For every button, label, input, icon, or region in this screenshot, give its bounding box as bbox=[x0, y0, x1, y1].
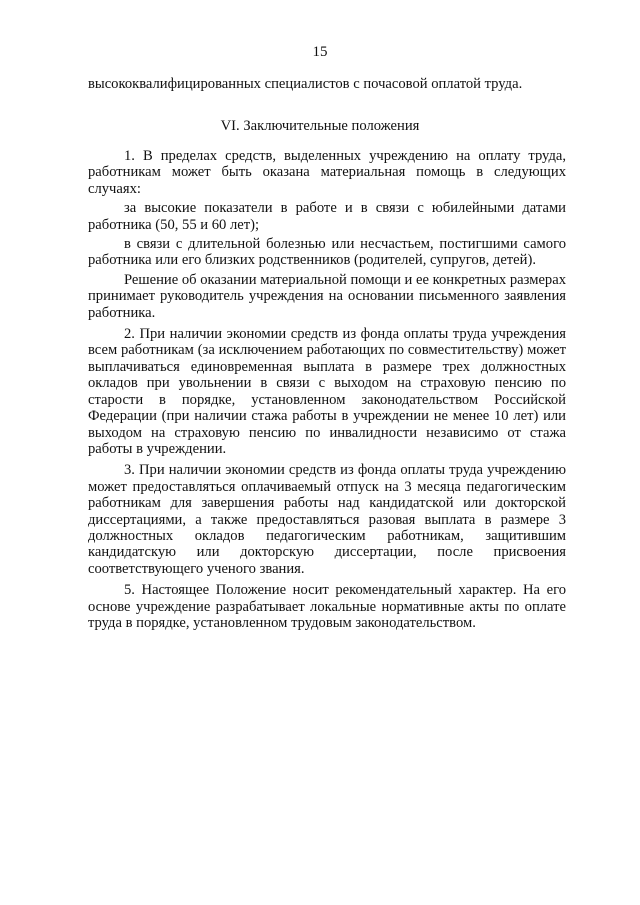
paragraph-material-aid: 1. В пределах средств, выделенных учреждению на оплату труда, работникам может быть оказана материальная помощь в следующих случаях: bbox=[88, 148, 566, 197]
paragraph-final-provision: 5. Настоящее Положение носит рекомендательный характер. На его основе учреждение разрабатывает локальные нормативные акты по оплате труда в порядке, установленном трудовым законодательством. bbox=[88, 582, 566, 631]
continuation-line: высококвалифицированных специалистов с почасовой оплатой труда. bbox=[88, 76, 523, 92]
section-title: VI. Заключительные положения bbox=[220, 118, 420, 134]
paragraph-retirement-payment: 2. При наличии экономии средств из фонда оплаты труда учреждения всем работникам (за исключением работающих по совместительству) может выплачиваться единовременная выплата в размере трех должностных окладов при увольнении в связи с выходом на страховую пенсию по старости в порядке, установленном законодательством Российской Федерации (при наличии стажа работы в учреждении не менее 10 лет) или выходом на страховую пенсию по инвалидности независимо от стажа работы в учреждении. bbox=[88, 326, 566, 457]
paragraph-illness: в связи с длительной болезнью или несчастьем, постигшими самого работника или его близких родственников (родителей, супругов, детей). bbox=[88, 236, 566, 269]
paragraph-decision: Решение об оказании материальной помощи и ее конкретных размерах принимает руководитель учреждения на основании письменного заявления работника. bbox=[88, 271, 566, 321]
paragraph-dissertation-leave: 3. При наличии экономии средств из фонда оплаты труда учреждению может предоставляться оплачиваемый отпуск на 3 месяца педагогическим работникам для завершения работы над кандидатской или докторской диссертациями, а также предоставляться разовая выплата в размере 3 должностных окладов педагогическим работникам, защитившим кандидатскую или докторскую диссертации, после присвоения соответствующего ученого звания. bbox=[88, 462, 566, 577]
paragraph-jubilee: за высокие показатели в работе и в связи с юбилейными датами работника (50, 55 и 60 лет); bbox=[88, 200, 566, 233]
page-number: 15 bbox=[312, 44, 328, 60]
document-body bbox=[88, 148, 566, 636]
